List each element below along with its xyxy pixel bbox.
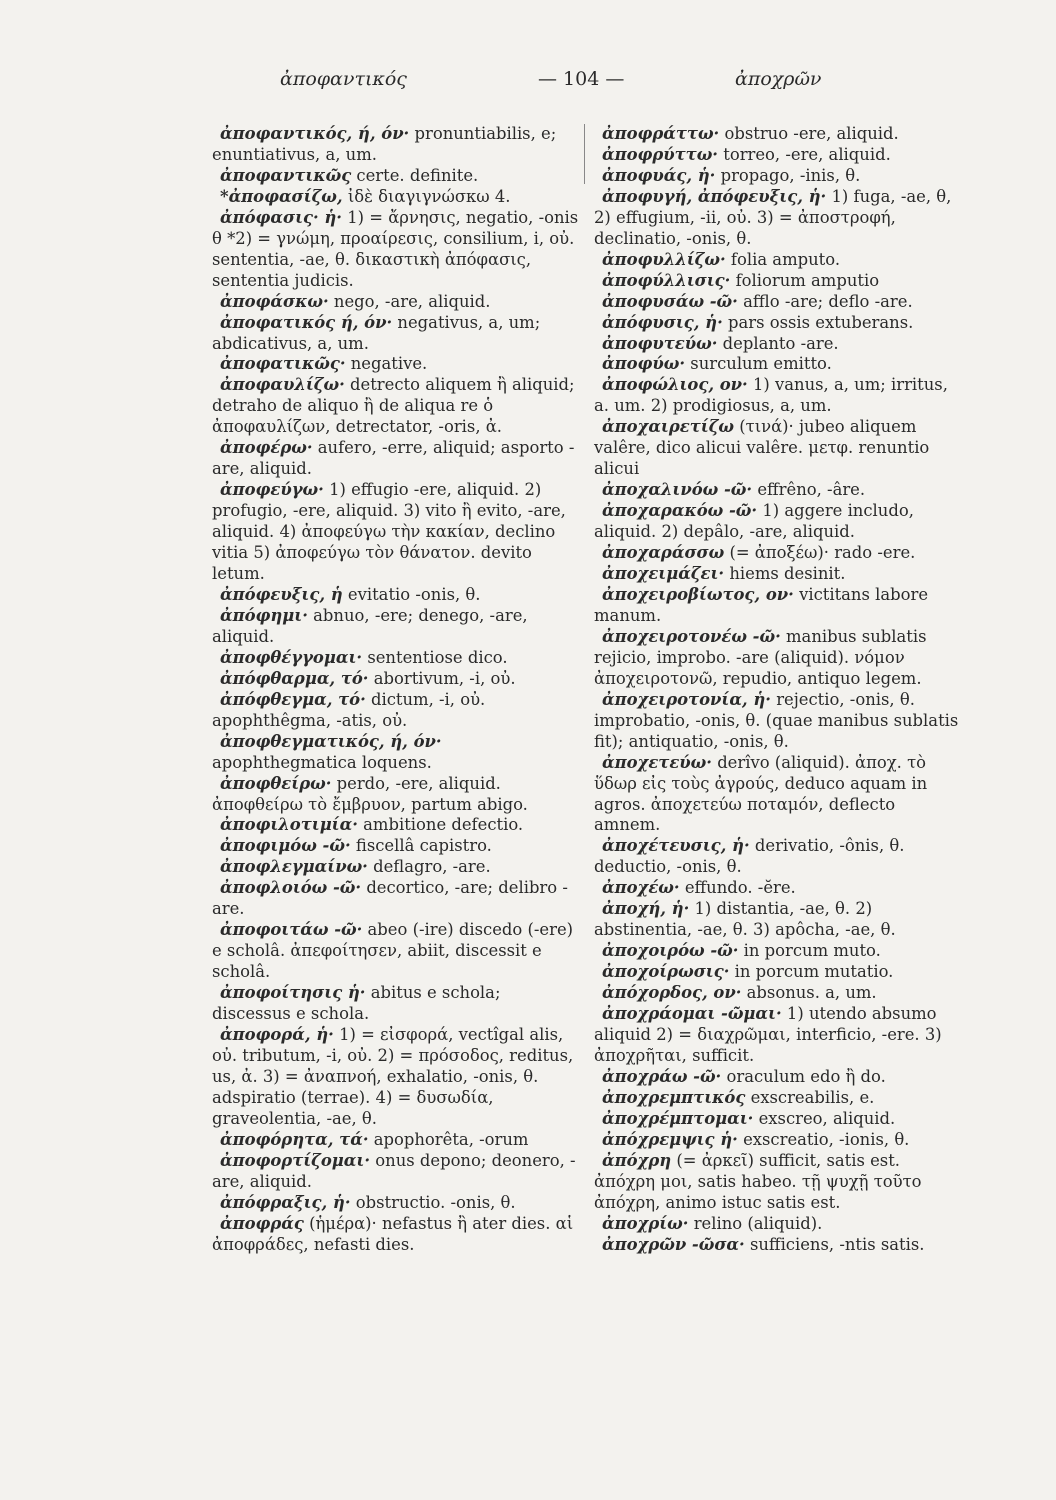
dictionary-entry <box>594 1067 962 1088</box>
dictionary-entry <box>594 983 962 1004</box>
dictionary-entry <box>212 815 580 836</box>
entry-definition: 1) = ἄρνησις, negatio, -onis θ *2) = γνώμη, προαίρεσις, consilium, i, οὐ. sententia, -ae, θ. δικαστικὴ ἀπόφασις, sententia judicis. <box>212 207 579 290</box>
entry-headword: ἀποφόρητα, τά· <box>220 1129 369 1149</box>
dictionary-entry <box>594 417 962 480</box>
dictionary-entry <box>212 354 580 375</box>
entry-headword: ἀποφώλιος, ον· <box>602 375 748 395</box>
entry-definition: effrêno, -âre. <box>757 480 866 500</box>
left-column <box>212 124 580 1255</box>
dictionary-entry <box>212 669 580 690</box>
dictionary-entry <box>212 1193 580 1214</box>
entry-definition: ἰδὲ διαγιγνώσκω 4. <box>347 186 511 206</box>
dictionary-entry <box>212 166 580 187</box>
entry-definition: obstruo -ere, aliquid. <box>724 124 899 143</box>
entry-headword: ἀποφιλοτιμία· <box>220 815 358 835</box>
entry-definition: 1) distantia, -ae, θ. 2) abstinentia, -ae, θ. 3) apôcha, -ae, θ. <box>594 899 896 940</box>
entry-headword: ἀποφθεγματικός, ή, όν· <box>220 731 442 751</box>
dictionary-entry <box>594 292 962 313</box>
entry-headword: ἀποφατικός ή, όν· <box>220 312 393 332</box>
column-divider <box>584 124 585 184</box>
entry-headword: ἀποχοιρόω -ῶ· <box>602 941 739 961</box>
dictionary-entry <box>212 438 580 480</box>
dictionary-entry <box>594 878 962 899</box>
dictionary-entry <box>212 1025 580 1130</box>
entry-headword: ἀποχειμάζει· <box>602 564 725 584</box>
entry-definition: abitus e schola; discessus e schola. <box>212 983 501 1024</box>
header-right-guide-word: ἀποχρῶν <box>735 68 822 90</box>
entry-headword: ἀποχή, ἡ· <box>602 899 690 919</box>
dictionary-entry <box>594 1151 962 1214</box>
dictionary-entry <box>594 899 962 941</box>
dictionary-entry <box>212 983 580 1025</box>
entry-headword: ἀποχειροτονέω -ῶ· <box>602 626 781 646</box>
entry-headword: ἀποχρέμπτομαι· <box>602 1108 754 1128</box>
dictionary-entry <box>212 732 580 774</box>
entry-headword: ἀποχρῶν -ῶσα· <box>602 1234 745 1254</box>
entry-headword: ἀποφέρω· <box>220 438 313 458</box>
dictionary-entry <box>212 292 580 313</box>
dictionary-entry <box>594 480 962 501</box>
entry-definition: dictum, -i, οὐ. apophthêgma, -atis, οὐ. <box>212 689 486 730</box>
entry-headword: ἀποχαρακόω -ῶ· <box>602 501 758 521</box>
dictionary-entry <box>212 606 580 648</box>
dictionary-entry <box>212 920 580 983</box>
entry-definition: manibus sublatis rejicio, improbo. -are (aliquid). νόμον ἀποχειροτονῶ, repudio, antiquo legem. <box>594 626 927 688</box>
dictionary-entry <box>212 774 580 816</box>
entry-definition: absonus. a, um. <box>746 983 877 1003</box>
dictionary-entry <box>594 166 962 187</box>
entry-headword: ἀπόφυσις, ἡ· <box>602 312 723 332</box>
entry-headword: ἀποχετεύω· <box>602 752 712 772</box>
dictionary-entry <box>212 690 580 732</box>
entry-headword: ἀποχρίω· <box>602 1213 689 1233</box>
entry-headword: ἀποχρεμπτικός <box>602 1087 746 1107</box>
entry-definition: folia amputo. <box>730 249 841 269</box>
entry-headword: ἀποφαυλίζω· <box>220 375 345 395</box>
entry-definition: apophorêta, -orum <box>373 1129 529 1149</box>
dictionary-entry <box>594 1004 962 1067</box>
dictionary-entry <box>212 124 580 166</box>
dictionary-entry <box>594 334 962 355</box>
dictionary-entry <box>594 564 962 585</box>
entry-definition: hiems desinit. <box>729 564 846 584</box>
dictionary-entry <box>594 354 962 375</box>
dictionary-entry <box>212 1151 580 1193</box>
entry-definition: negativus, a, um; abdicativus, a, um. <box>212 312 541 353</box>
entry-headword: ἀποφοιτάω -ῶ· <box>220 920 363 940</box>
entry-headword: ἀποφθέγγομαι· <box>220 647 363 667</box>
entry-headword: ἀποχαλινόω -ῶ· <box>602 480 753 500</box>
dictionary-entry <box>594 1235 962 1256</box>
dictionary-entry <box>594 375 962 417</box>
entry-definition: aufero, -erre, aliquid; asporto -are, aliquid. <box>212 438 575 479</box>
entry-headword: ἀπόχρη <box>602 1150 672 1170</box>
entry-headword: ἀπόφραξις, ἡ· <box>220 1192 351 1212</box>
entry-definition: 1) vanus, a, um; irritus, a. um. 2) prodigiosus, a, um. <box>594 375 948 416</box>
entry-headword: ἀποφράς <box>220 1213 304 1233</box>
entry-definition: 1) effugio -ere, aliquid. 2) profugio, -ere, aliquid. 3) vito ἢ evito, -are, aliquid. 4) ἀποφεύγω τὴν κακίαν, declino vitia 5) ἀποφεύγω τὸν θάνατον. devito letum. <box>212 480 566 584</box>
entry-headword: ἀποφυσάω -ῶ· <box>602 291 738 311</box>
entry-headword: ἀποφαντικός, ή, όν· <box>220 124 410 143</box>
entry-headword: ἀποφύλλισις· <box>602 270 731 290</box>
entry-definition: apophthegmatica loquens. <box>212 752 432 772</box>
entry-definition: 1) utendo absumo aliquid 2) = διαχρῶμαι, interficio, -ere. 3) ἀποχρῆται, sufficit. <box>594 1004 942 1065</box>
entry-headword: ἀπόφθεγμα, τό· <box>220 689 366 709</box>
dictionary-entry <box>594 543 962 564</box>
entry-definition: surculum emitto. <box>690 354 832 374</box>
dictionary-entry <box>594 836 962 878</box>
entry-headword: ἀποφύω· <box>602 354 686 374</box>
entry-headword: ἀποφυάς, ἡ· <box>602 165 716 185</box>
entry-definition: deplanto -are. <box>722 333 839 353</box>
entry-headword: ἀποχράω -ῶ· <box>602 1066 722 1086</box>
dictionary-entry <box>594 1214 962 1235</box>
dictionary-entry <box>594 690 962 753</box>
entry-definition: abeo (-ire) discedo (-ere) e scholâ. ἀπεφοίτησεν, abiit, discessit e scholâ. <box>212 920 574 982</box>
entry-definition: nego, -are, aliquid. <box>333 291 491 311</box>
entry-definition: in porcum muto. <box>743 941 881 961</box>
dictionary-entry <box>594 313 962 334</box>
dictionary-entry <box>212 208 580 292</box>
dictionary-entry <box>594 1109 962 1130</box>
dictionary-entry <box>212 375 580 438</box>
entry-headword: ἀποφιμόω -ῶ· <box>220 836 351 856</box>
entry-headword: ἀποχέω· <box>602 878 680 898</box>
entry-definition: sententiose dico. <box>367 647 508 667</box>
entry-headword: ἀποφορά, ἡ· <box>220 1024 334 1044</box>
entry-definition: abnuo, -ere; denego, -are, aliquid. <box>212 605 528 646</box>
entry-headword: ἀπόφευξις, ἡ <box>220 584 343 604</box>
entry-definition: (= ἀρκεῖ) sufficit, satis est. ἀπόχρη μοι, satis habeo. τῇ ψυχῇ τοῦτο ἀπόχρη, animo istuc satis est. <box>594 1150 922 1212</box>
entry-headword: ἀποχαράσσω <box>602 543 725 563</box>
dictionary-entry <box>594 250 962 271</box>
dictionary-entry <box>212 313 580 355</box>
entry-definition: propago, -inis, θ. <box>720 165 861 185</box>
entry-definition: obstructio. -onis, θ. <box>355 1192 516 1212</box>
page-number: — 104 — <box>538 68 625 90</box>
dictionary-entry <box>594 187 962 250</box>
entry-definition: torreo, -ere, aliquid. <box>723 144 891 164</box>
entry-headword: ἀποχοίρωσις· <box>602 962 730 982</box>
dictionary-entry <box>212 480 580 585</box>
dictionary-entry <box>212 878 580 920</box>
dictionary-entry <box>594 941 962 962</box>
entry-definition: 1) fuga, -ae, θ, 2) effugium, -ii, οὐ. 3) = ἀποστροφή, declinatio, -onis, θ. <box>594 186 952 248</box>
entry-definition: evitatio -onis, θ. <box>347 584 481 604</box>
entry-definition: decortico, -are; delibro -are. <box>212 878 568 919</box>
entry-definition: afflo -are; deflo -are. <box>743 291 913 311</box>
entry-definition: certe. definite. <box>356 165 479 185</box>
dictionary-entry <box>594 271 962 292</box>
entry-definition: exscreatio, -ionis, θ. <box>743 1129 910 1149</box>
dictionary-entry <box>212 836 580 857</box>
entry-headword: ἀποφυγή, ἀπόφευξις, ἡ· <box>602 186 827 206</box>
dictionary-entry <box>212 1214 580 1256</box>
dictionary-entry <box>594 962 962 983</box>
header-left-guide-word: ἀποφαντικός <box>280 68 407 90</box>
entry-definition: detrecto aliquem ἢ aliquid; detraho de aliquo ἢ de aliqua re ὁ ἀποφαυλίζων, detrectator, -oris, ἀ. <box>212 375 575 437</box>
entry-headword: ἀποφρύττω· <box>602 144 719 164</box>
entry-definition: relino (aliquid). <box>693 1213 823 1233</box>
entry-headword: ἀποφοίτησις ἡ· <box>220 983 366 1003</box>
entry-headword: ἀποφατικῶς· <box>220 354 346 374</box>
entry-headword: ἀπόφθαρμα, τό· <box>220 668 369 688</box>
entry-headword: ἀποχράομαι -ῶμαι· <box>602 1004 782 1024</box>
entry-definition: rejectio, -onis, θ. improbatio, -onis, θ. (quae manibus sublatis fit); antiquatio, -onis, θ. <box>594 689 959 751</box>
entry-definition: oraculum edo ἢ do. <box>726 1066 886 1086</box>
entry-headword: ἀποφράττω· <box>602 124 720 143</box>
entry-definition: 1) aggere includo, aliquid. 2) depâlo, -are, aliquid. <box>594 501 914 542</box>
entry-headword: ἀποφάσκω· <box>220 291 329 311</box>
entry-headword: ἀποφυλλίζω· <box>602 249 726 269</box>
entry-headword: ἀπόφημι· <box>220 605 308 625</box>
entry-definition: exscreo, aliquid. <box>758 1108 896 1128</box>
entry-headword: *ἀποφασίζω, <box>220 186 343 206</box>
entry-headword: ἀποχειροβίωτος, ον· <box>602 584 794 604</box>
entry-definition: derîvo (aliquid). ἀποχ. τὸ ὕδωρ εἰς τοὺς ἀγρούς, deduco aquam in agros. ἀποχετεύω ποταμόν, deflecto amnem. <box>594 752 928 835</box>
entry-headword: ἀπόφασις· ἡ· <box>220 207 343 227</box>
dictionary-entry <box>212 857 580 878</box>
entry-headword: ἀποχέτευσις, ἡ· <box>602 836 750 856</box>
right-column <box>594 124 962 1255</box>
entry-headword: ἀπόχρεμψις ἡ· <box>602 1129 738 1149</box>
entry-headword: ἀποφθείρω· <box>220 773 332 793</box>
dictionary-entry <box>594 145 962 166</box>
entry-headword: ἀποφορτίζομαι· <box>220 1150 371 1170</box>
entry-headword: ἀποφυτεύω· <box>602 333 718 353</box>
entry-definition: ambitione defectio. <box>363 815 524 835</box>
entry-definition: exscreabilis, e. <box>750 1087 875 1107</box>
entry-definition: deflagro, -are. <box>373 857 491 877</box>
entry-definition: (= ἀποξέω)· rado -ere. <box>729 543 916 563</box>
entry-headword: ἀποφλοιόω -ῶ· <box>220 878 362 898</box>
dictionary-entry <box>594 124 962 145</box>
dictionary-entry <box>212 187 580 208</box>
entry-headword: ἀποφαντικῶς <box>220 165 352 185</box>
entry-definition: (ἡμέρα)· nefastus ἢ ater dies. αἱ ἀποφράδες, nefasti dies. <box>212 1213 574 1254</box>
entry-definition: onus depono; deonero, -are, aliquid. <box>212 1150 576 1191</box>
entry-headword: ἀποφεύγω· <box>220 480 324 500</box>
dictionary-entry <box>594 501 962 543</box>
dictionary-entry <box>212 585 580 606</box>
dictionary-entry <box>594 753 962 837</box>
entry-headword: ἀποφλεγμαίνω· <box>220 857 368 877</box>
entry-headword: ἀποχαιρετίζω <box>602 417 735 437</box>
entry-definition: (τινά)· jubeo aliquem valêre, dico alicui valêre. μετφ. renuntio alicui <box>594 417 930 479</box>
entry-definition: derivatio, -ônis, θ. deductio, -onis, θ. <box>594 836 905 877</box>
entry-definition: in porcum mutatio. <box>734 962 894 982</box>
entry-definition: effundo. -ĕre. <box>684 878 796 898</box>
dictionary-entry <box>594 627 962 690</box>
dictionary-entry <box>594 1088 962 1109</box>
entry-definition: foliorum amputio <box>735 270 880 290</box>
entry-definition: perdo, -ere, aliquid. ἀποφθείρω τὸ ἔμβρυον, partum abigo. <box>212 773 528 814</box>
entry-definition: pronuntiabilis, e; enuntiativus, a, um. <box>212 124 557 164</box>
page-header <box>280 68 880 108</box>
entry-definition: fiscellâ capistro. <box>355 836 492 856</box>
dictionary-entry <box>212 1130 580 1151</box>
entry-definition: sufficiens, -ntis satis. <box>749 1234 925 1254</box>
entry-definition: abortivum, -i, οὐ. <box>373 668 516 688</box>
dictionary-entry <box>594 585 962 627</box>
entry-definition: pars ossis extuberans. <box>728 312 914 332</box>
entry-headword: ἀποχειροτονία, ἡ· <box>602 689 771 709</box>
entry-definition: negative. <box>350 354 428 374</box>
dictionary-entry <box>212 648 580 669</box>
entry-definition: 1) = εἰσφορά, vectîgal alis, οὐ. tributum, -i, οὐ. 2) = πρόσοδος, reditus, us, ἀ. 3) = ἀναπνοή, exhalatio, -onis, θ. adspiratio (terrae). 4) = δυσωδία, graveolentia, -ae, θ. <box>212 1024 574 1128</box>
entry-definition: victitans labore manum. <box>594 584 929 625</box>
dictionary-entry <box>594 1130 962 1151</box>
entry-headword: ἀπόχορδος, ον· <box>602 983 742 1003</box>
